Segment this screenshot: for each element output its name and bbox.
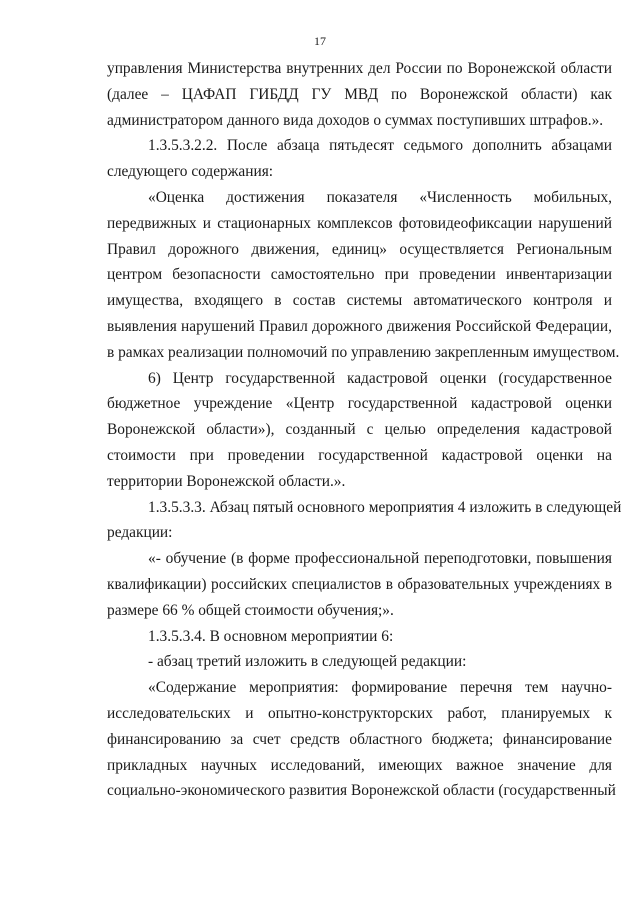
- text-line: 1.3.5.3.3. Абзац пятый основного мероприятия 4 изложить в следующей: [148, 498, 622, 516]
- text-line: редакции:: [107, 524, 173, 542]
- text-line: передвижных и стационарных комплексов фотовидеофиксации нарушений: [107, 214, 612, 232]
- text-line: социально-экономического развития Воронежской области (государственный: [107, 782, 616, 800]
- paragraph: [107, 624, 612, 650]
- text-line: управления Министерства внутренних дел России по Воронежской области: [107, 60, 612, 77]
- paragraph: [107, 546, 612, 623]
- text-line: 1.3.5.3.4. В основном мероприятии 6:: [148, 627, 394, 645]
- text-line: следующего содержания:: [107, 163, 274, 181]
- text-line: администратором данного вида доходов о суммах поступивших штрафов.».: [107, 111, 604, 129]
- text-line: размере 66 % общей стоимости обучения;».: [107, 601, 394, 619]
- paragraph: [107, 366, 612, 495]
- text-line: «Содержание мероприятия: формирование перечня тем научно-: [148, 679, 612, 697]
- paragraph: [107, 495, 622, 547]
- text-line: Воронежской области»), созданный с целью определения кадастровой: [107, 421, 612, 439]
- text-line: 6) Центр государственной кадастровой оценки (государственное: [148, 369, 612, 387]
- text-line: стоимости при проведении государственной кадастровой оценки на: [107, 446, 612, 464]
- text-line: имущества, входящего в состав системы автоматического контроля и: [107, 292, 612, 310]
- text-line: «Оценка достижения показателя «Численность мобильных,: [148, 188, 612, 206]
- document-body: [107, 56, 622, 804]
- paragraph: [107, 56, 612, 133]
- text-line: исследовательских и опытно-конструкторских работ, планируемых к: [107, 704, 612, 722]
- text-line: 1.3.5.3.2.2. После абзаца пятьдесят седьмого дополнить абзацами: [148, 137, 612, 155]
- text-line: центром безопасности самостоятельно при проведении инвентаризации: [107, 266, 612, 284]
- text-line: выявления нарушений Правил дорожного движения Российской Федерации,: [107, 317, 612, 335]
- paragraph: [107, 185, 620, 366]
- text-line: финансированию за счет средств областного бюджета; финансирование: [107, 730, 612, 748]
- paragraph: [107, 675, 616, 804]
- text-line: «- обучение (в форме профессиональной переподготовки, повышения: [148, 550, 612, 568]
- text-line: - абзац третий изложить в следующей редакции:: [148, 653, 467, 671]
- text-line: бюджетное учреждение «Центр государственной кадастровой оценки: [107, 395, 612, 413]
- text-line: квалификации) российских специалистов в образовательных учреждениях в: [107, 575, 612, 593]
- text-line: прикладных научных исследований, имеющих важное значение для: [107, 756, 612, 774]
- text-line: Правил дорожного движения, единиц» осуществляется Региональным: [107, 240, 612, 258]
- paragraph: [107, 133, 612, 185]
- page-number: 17: [314, 34, 326, 48]
- paragraph: [107, 649, 612, 675]
- text-line: (далее – ЦАФАП ГИБДД ГУ МВД по Воронежской области) как: [107, 85, 612, 103]
- text-line: в рамках реализации полномочий по управлению закрепленным имуществом.: [107, 343, 620, 361]
- text-line: территории Воронежской области.».: [107, 472, 346, 490]
